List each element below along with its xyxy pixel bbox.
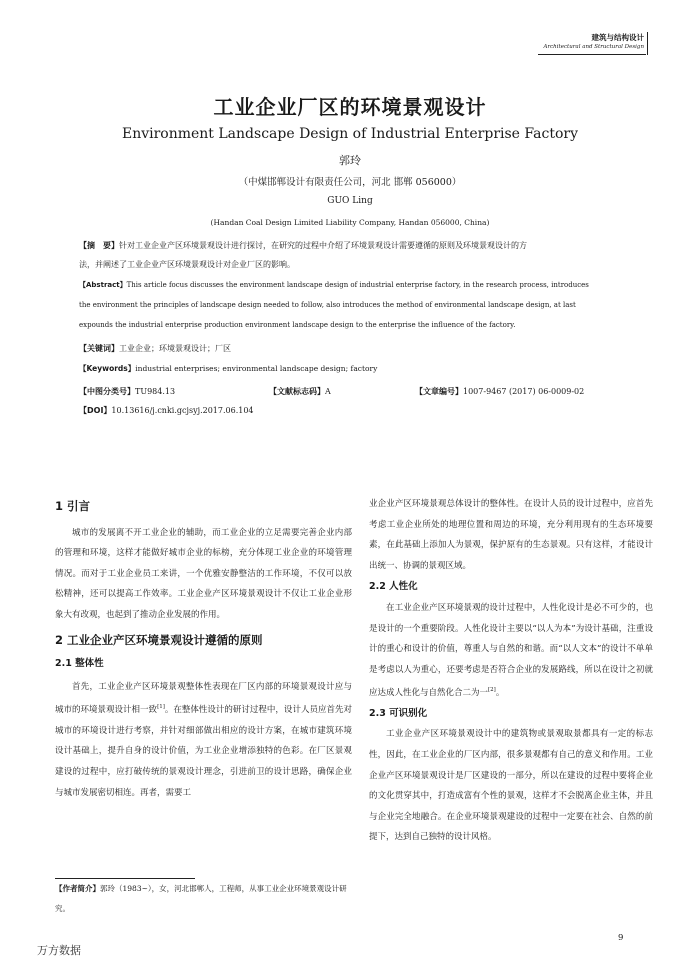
clc-value: TU984.13 <box>135 387 176 396</box>
abstract-cn <box>79 236 639 274</box>
abstract-en-line3: expounds the industrial enterprise production environment landscape design to the enterprise the influence of the factory. <box>79 321 516 329</box>
doi-row <box>79 402 639 420</box>
abstract-en-line1: This article focus discusses the environment landscape design of industrial enterprise factory, in the research process, introduces <box>126 281 589 289</box>
left-column <box>55 496 352 803</box>
journal-name-en: Architectural and Structural Design <box>543 44 644 50</box>
section-2-1-text-b: 。在整体性设计的研讨过程中，设计人员应首先对城市的环境设计进行考察，并针对细部做出相应的设计方案，在城市建筑环境设计基础上，提升自身的设计价值，为工业企业增添独特的色彩。在厂区景观建设的过程中，应打破传统的景观设计理念，引进前卫的设计思路，确保企业与城市发展密切相连。再者，需要工 <box>55 705 352 798</box>
keywords-en-text: industrial enterprises; environmental landscape design; factory <box>135 364 378 373</box>
section-2-heading: 2 工业企业产区环境景观设计遵循的原则 <box>55 632 263 647</box>
section-2-3-heading: 2.3 可识别化 <box>369 707 428 719</box>
page-number: 9 <box>618 933 624 943</box>
abstract-en-label: 【Abstract】 <box>79 281 127 289</box>
journal-name-cn: 建筑与结构设计 <box>591 33 644 42</box>
footnote-label: 【作者简介】 <box>55 884 100 893</box>
section-2-1-heading: 2.1 整体性 <box>55 658 104 670</box>
clc-code <box>79 383 175 401</box>
source-watermark: 万方数据 <box>37 944 81 957</box>
abstract-cn-line1: 针对工业企业产区环境景观设计进行探讨，在研究的过程中介绍了环境景观设计需要遵循的原则及环境景观设计的方 <box>119 241 527 250</box>
affiliation-en: (Handan Coal Design Limited Liability Company, Handan 056000, China) <box>210 218 490 227</box>
reference-2: [2] <box>488 687 496 694</box>
keywords-en-label: 【Keywords】 <box>79 364 136 373</box>
article-no-value: 1007-9467 (2017) 06-0009-02 <box>463 387 585 396</box>
section-2-1-paragraph <box>55 677 352 803</box>
doc-code <box>269 383 331 401</box>
doi-value: 10.13616/j.cnki.gcjsyj.2017.06.104 <box>111 406 254 415</box>
affiliation-cn: （中煤邯郸设计有限责任公司，河北 邯郸 056000） <box>238 177 462 188</box>
footnote-text: 郭玲（1983~），女，河北邯郸人，工程师，从事工业企业环境景观设计研究。 <box>55 884 347 913</box>
abstract-en <box>79 275 639 335</box>
title-cn: 工业企业厂区的环境景观设计 <box>213 95 487 119</box>
clc-label: 【中图分类号】 <box>79 387 135 396</box>
article-number <box>415 383 584 401</box>
section-2-2-text: 在工业企业产区环境景观的设计过程中，人性化设计是必不可少的，也是设计的一个重要阶段。人性化设计主要以“以人为本”为设计基础，注重设计的重心和设计的价值，尊重人与自然的和谐。而“以人文本”的设计不单单是考虑以人为重心，还要考虑是否符合企业的发展路线，所以在设计之初就应达成人性化与自然化合二为一 <box>369 602 653 699</box>
right-column <box>369 494 653 848</box>
header-rule <box>538 54 646 55</box>
section-2-2-paragraph <box>369 598 653 704</box>
article-no-label: 【文章编号】 <box>415 387 463 396</box>
keywords-cn-label: 【关键词】 <box>79 344 119 353</box>
continued-paragraph: 业企业产区环境景观总体设计的整体性。在设计人员的设计过程中，应首先考虑工业企业所处的地理位置和周边的环境，充分利用现有的生态环境要素，在此基础上添加人为景观，保护原有的生态景观。只有这样，才能设计出统一、协调的景观区域。 <box>369 499 653 571</box>
title-en: Environment Landscape Design of Industrial Enterprise Factory <box>121 126 579 142</box>
keywords-en <box>79 360 639 378</box>
author-en: GUO Ling <box>327 196 373 206</box>
abstract-cn-label: 【摘 要】 <box>79 241 119 250</box>
keywords-cn <box>79 340 639 358</box>
doi-label: 【DOI】 <box>79 406 112 415</box>
section-2-3-paragraph: 工业企业产区环境景观设计中的建筑物或景观取景都具有一定的标志性，因此，在工业企业的厂区内部，很多景观都有自己的意义和作用。工业企业产区环境景观设计是厂区建设的一部分，所以在建设的过程中要将企业的文化贯穿其中，打造成富有个性的景观，这样才不会脱离企业主体，并且与企业完全地融合。在企业环境景观建设的过程中一定要在社会、自然的前提下，达到自己独特的设计风格。 <box>369 729 653 843</box>
author-cn: 郭玲 <box>339 154 361 167</box>
section-1-heading: 1 引言 <box>55 499 91 513</box>
doccode-value: A <box>325 387 331 396</box>
header-bar <box>647 32 648 55</box>
abstract-en-line2: the environment the principles of landscape design needed to follow, also introduces the method of environmental landscape design, at last <box>79 301 576 309</box>
section-2-2-heading: 2.2 人性化 <box>369 581 418 593</box>
section-2-1-text-a: 首先，工业企业产区环境景观整体性表现在厂区内部的环境景观设计应与城市的环境景观设计相一致 <box>55 681 352 716</box>
keywords-cn-text: 工业企业；环境景观设计；厂区 <box>119 344 231 353</box>
doccode-label: 【文献标志码】 <box>269 387 325 396</box>
author-footnote <box>55 879 352 919</box>
section-2-2-end: 。 <box>495 688 505 699</box>
section-1-paragraph: 城市的发展离不开工业企业的辅助，而工业企业的立足需要完善企业内部的管理和环境，这样才能做好城市企业的标榜，充分体现工业企业的环境管理情况。而对于工业企业员工来讲，一个优雅安静整洁的工作环境，不仅可以放松精神，还可以提高工作效率。工业企业产区环境景观设计不仅让工业企业形象大有改观，也起到了推动企业发展的作用。 <box>55 527 352 620</box>
reference-1: [1] <box>157 704 165 711</box>
abstract-cn-line2: 法，并阐述了工业企业产区环境景观设计对企业厂区的影响。 <box>79 260 295 269</box>
